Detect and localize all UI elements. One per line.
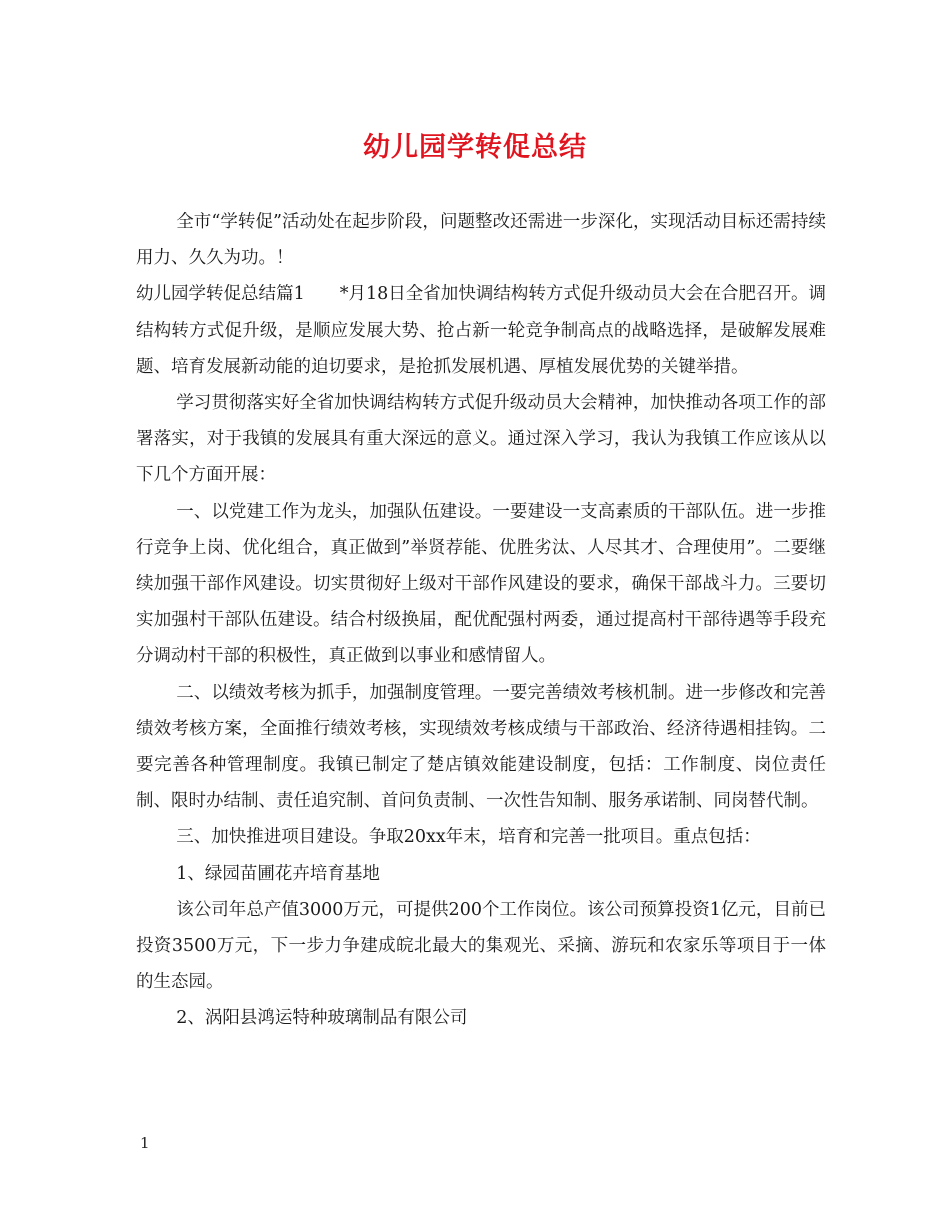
page-number: 1 <box>140 1134 150 1152</box>
document-body <box>136 204 826 1037</box>
document-title: 幼儿园学转促总结 <box>363 132 587 163</box>
list-item-project-1: 1、绿园苗圃花卉培育基地 <box>176 863 380 884</box>
paragraph-study: 学习贯彻落实好全省加快调结构转方式促升级动员大会精神，加快推动各项工作的部署落实，对于我镇的发展具有重大深远的意义。通过深入学习，我认为我镇工作应该从以下几个方面开展： <box>136 393 826 486</box>
paragraph-party-building: 一、以党建工作为龙头，加强队伍建设。一要建设一支高素质的干部队伍。进一步推行竞争上岗、优化组合，真正做到”举贤荐能、优胜劣汰、人尽其才、合理使用”。二要继续加强干部作风建设。切实贯彻好上级对干部作风建设的要求，确保干部战斗力。三要切实加强村干部队伍建设。结合村级换届，配优配强村两委，通过提高村干部待遇等手段充分调动村干部的积极性，真正做到以事业和感情留人。 <box>136 501 826 667</box>
paragraph-intro: 全市“学转促”活动处在起步阶段，问题整改还需进一步深化，实现活动目标还需持续用力、久久为功。！ <box>136 212 826 269</box>
paragraph-section-1-header: 幼儿园学转促总结篇1 *月18日全省加快调结构转方式促升级动员大会在合肥召开。调结构转方式促升级，是顺应发展大势、抢占新一轮竞争制高点的战略选择，是破解发展难题、培育发展新动能的迫切要求，是抢抓发展机遇、厚植发展优势的关键举措。 <box>136 284 826 377</box>
list-item-project-2: 2、涡阳县鸿运特种玻璃制品有限公司 <box>176 1008 468 1029</box>
paragraph-project-1-details: 该公司年总产值3000万元，可提供200个工作岗位。该公司预算投资1亿元，目前已投资3500万元，下一步力争建成皖北最大的集观光、采摘、游玩和农家乐等项目于一体的生态园。 <box>136 899 826 993</box>
paragraph-projects: 三、加快推进项目建设。争取20xx年末，培育和完善一批项目。重点包括： <box>176 827 761 848</box>
paragraph-performance: 二、以绩效考核为抓手，加强制度管理。一要完善绩效考核机制。进一步修改和完善绩效考核方案，全面推行绩效考核，实现绩效考核成绩与干部政治、经济待遇相挂钩。二要完善各种管理制度。我镇已制定了楚店镇效能建设制度，包括：工作制度、岗位责任制、限时办结制、责任追究制、首问负责制、一次性告知制、服务承诺制、同岗替代制。 <box>136 682 826 812</box>
